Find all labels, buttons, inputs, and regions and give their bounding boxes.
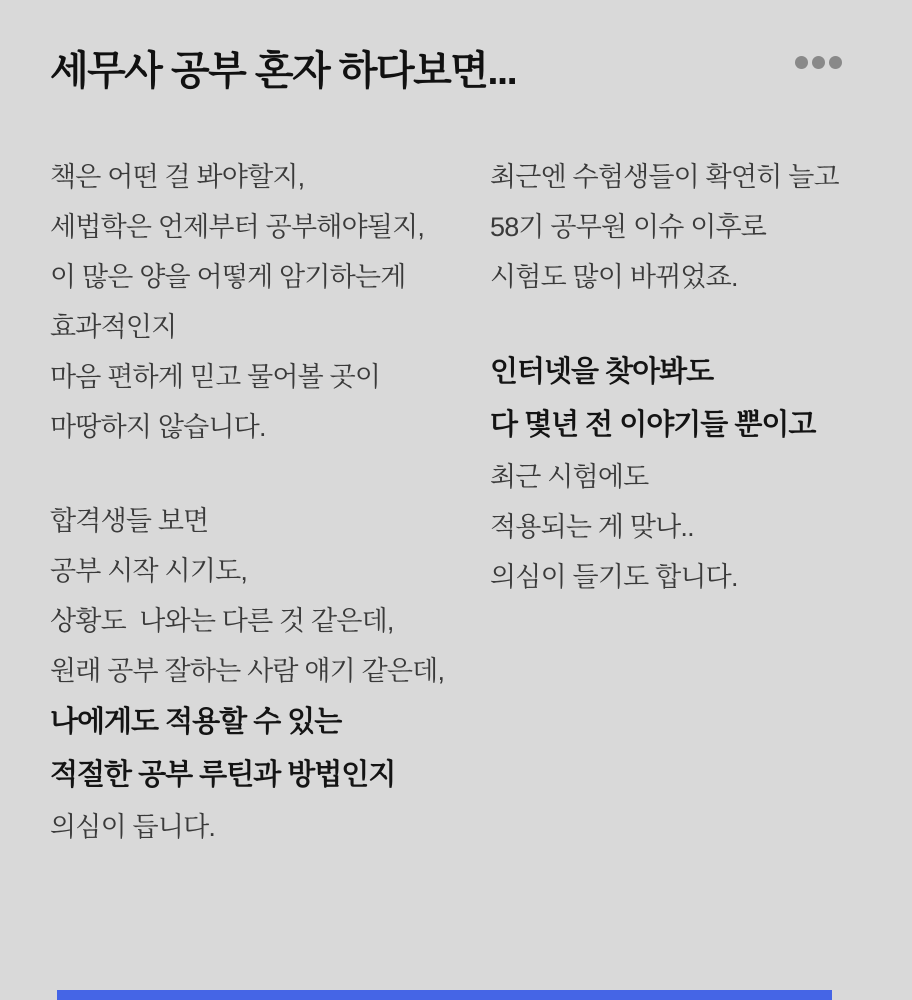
text-line-emphasis: 다 몇년 전 이야기들 뿐이고	[490, 409, 816, 441]
ellipsis-dot-icon	[795, 56, 808, 69]
text-line: 의심이 듭니다.	[50, 812, 216, 842]
text-line: 적용되는 게 맞나..	[490, 512, 694, 542]
text-line-emphasis: 나에게도 적용할 수 있는	[50, 706, 342, 738]
ellipsis-icon[interactable]	[795, 56, 842, 69]
text-line-emphasis: 인터넷을 찾아봐도	[490, 356, 714, 388]
text-line: 공부 시작 시기도,	[50, 556, 248, 586]
text-line: 마땅하지 않습니다.	[50, 412, 266, 442]
header	[0, 0, 912, 96]
text-line: 효과적인지	[50, 312, 177, 342]
text-line: 의심이 들기도 합니다.	[490, 562, 738, 592]
text-line: 58기 공무원 이슈 이후로	[490, 212, 767, 242]
text-line: 상황도 나와는 다른 것 같은데,	[50, 606, 394, 636]
left-column	[50, 152, 490, 852]
text-line: 원래 공부 잘하는 사람 얘기 같은데,	[50, 656, 445, 686]
bottom-accent-bar	[57, 990, 832, 1000]
text-line: 세법학은 언제부터 공부해야될지,	[50, 212, 425, 242]
text-line: 시험도 많이 바뀌었죠.	[490, 262, 738, 292]
text-line: 합격생들 보면	[50, 506, 209, 536]
text-line-emphasis: 적절한 공부 루틴과 방법인지	[50, 759, 396, 791]
left-paragraph-2	[50, 496, 490, 852]
text-line: 이 많은 양을 어떻게 암기하는게	[50, 262, 406, 292]
left-paragraph-1	[50, 152, 490, 452]
text-line: 책은 어떤 걸 봐야할지,	[50, 162, 305, 192]
body-columns	[0, 152, 912, 852]
ellipsis-dot-icon	[829, 56, 842, 69]
ellipsis-dot-icon	[812, 56, 825, 69]
right-paragraph-2	[490, 346, 872, 602]
right-column	[490, 152, 872, 852]
text-line: 최근엔 수험생들이 확연히 늘고	[490, 162, 839, 192]
text-line: 마음 편하게 믿고 물어볼 곳이	[50, 362, 381, 392]
right-paragraph-1	[490, 152, 872, 302]
page-title: 세무사 공부 혼자 하다보면...	[50, 49, 517, 93]
text-line: 최근 시험에도	[490, 462, 649, 492]
